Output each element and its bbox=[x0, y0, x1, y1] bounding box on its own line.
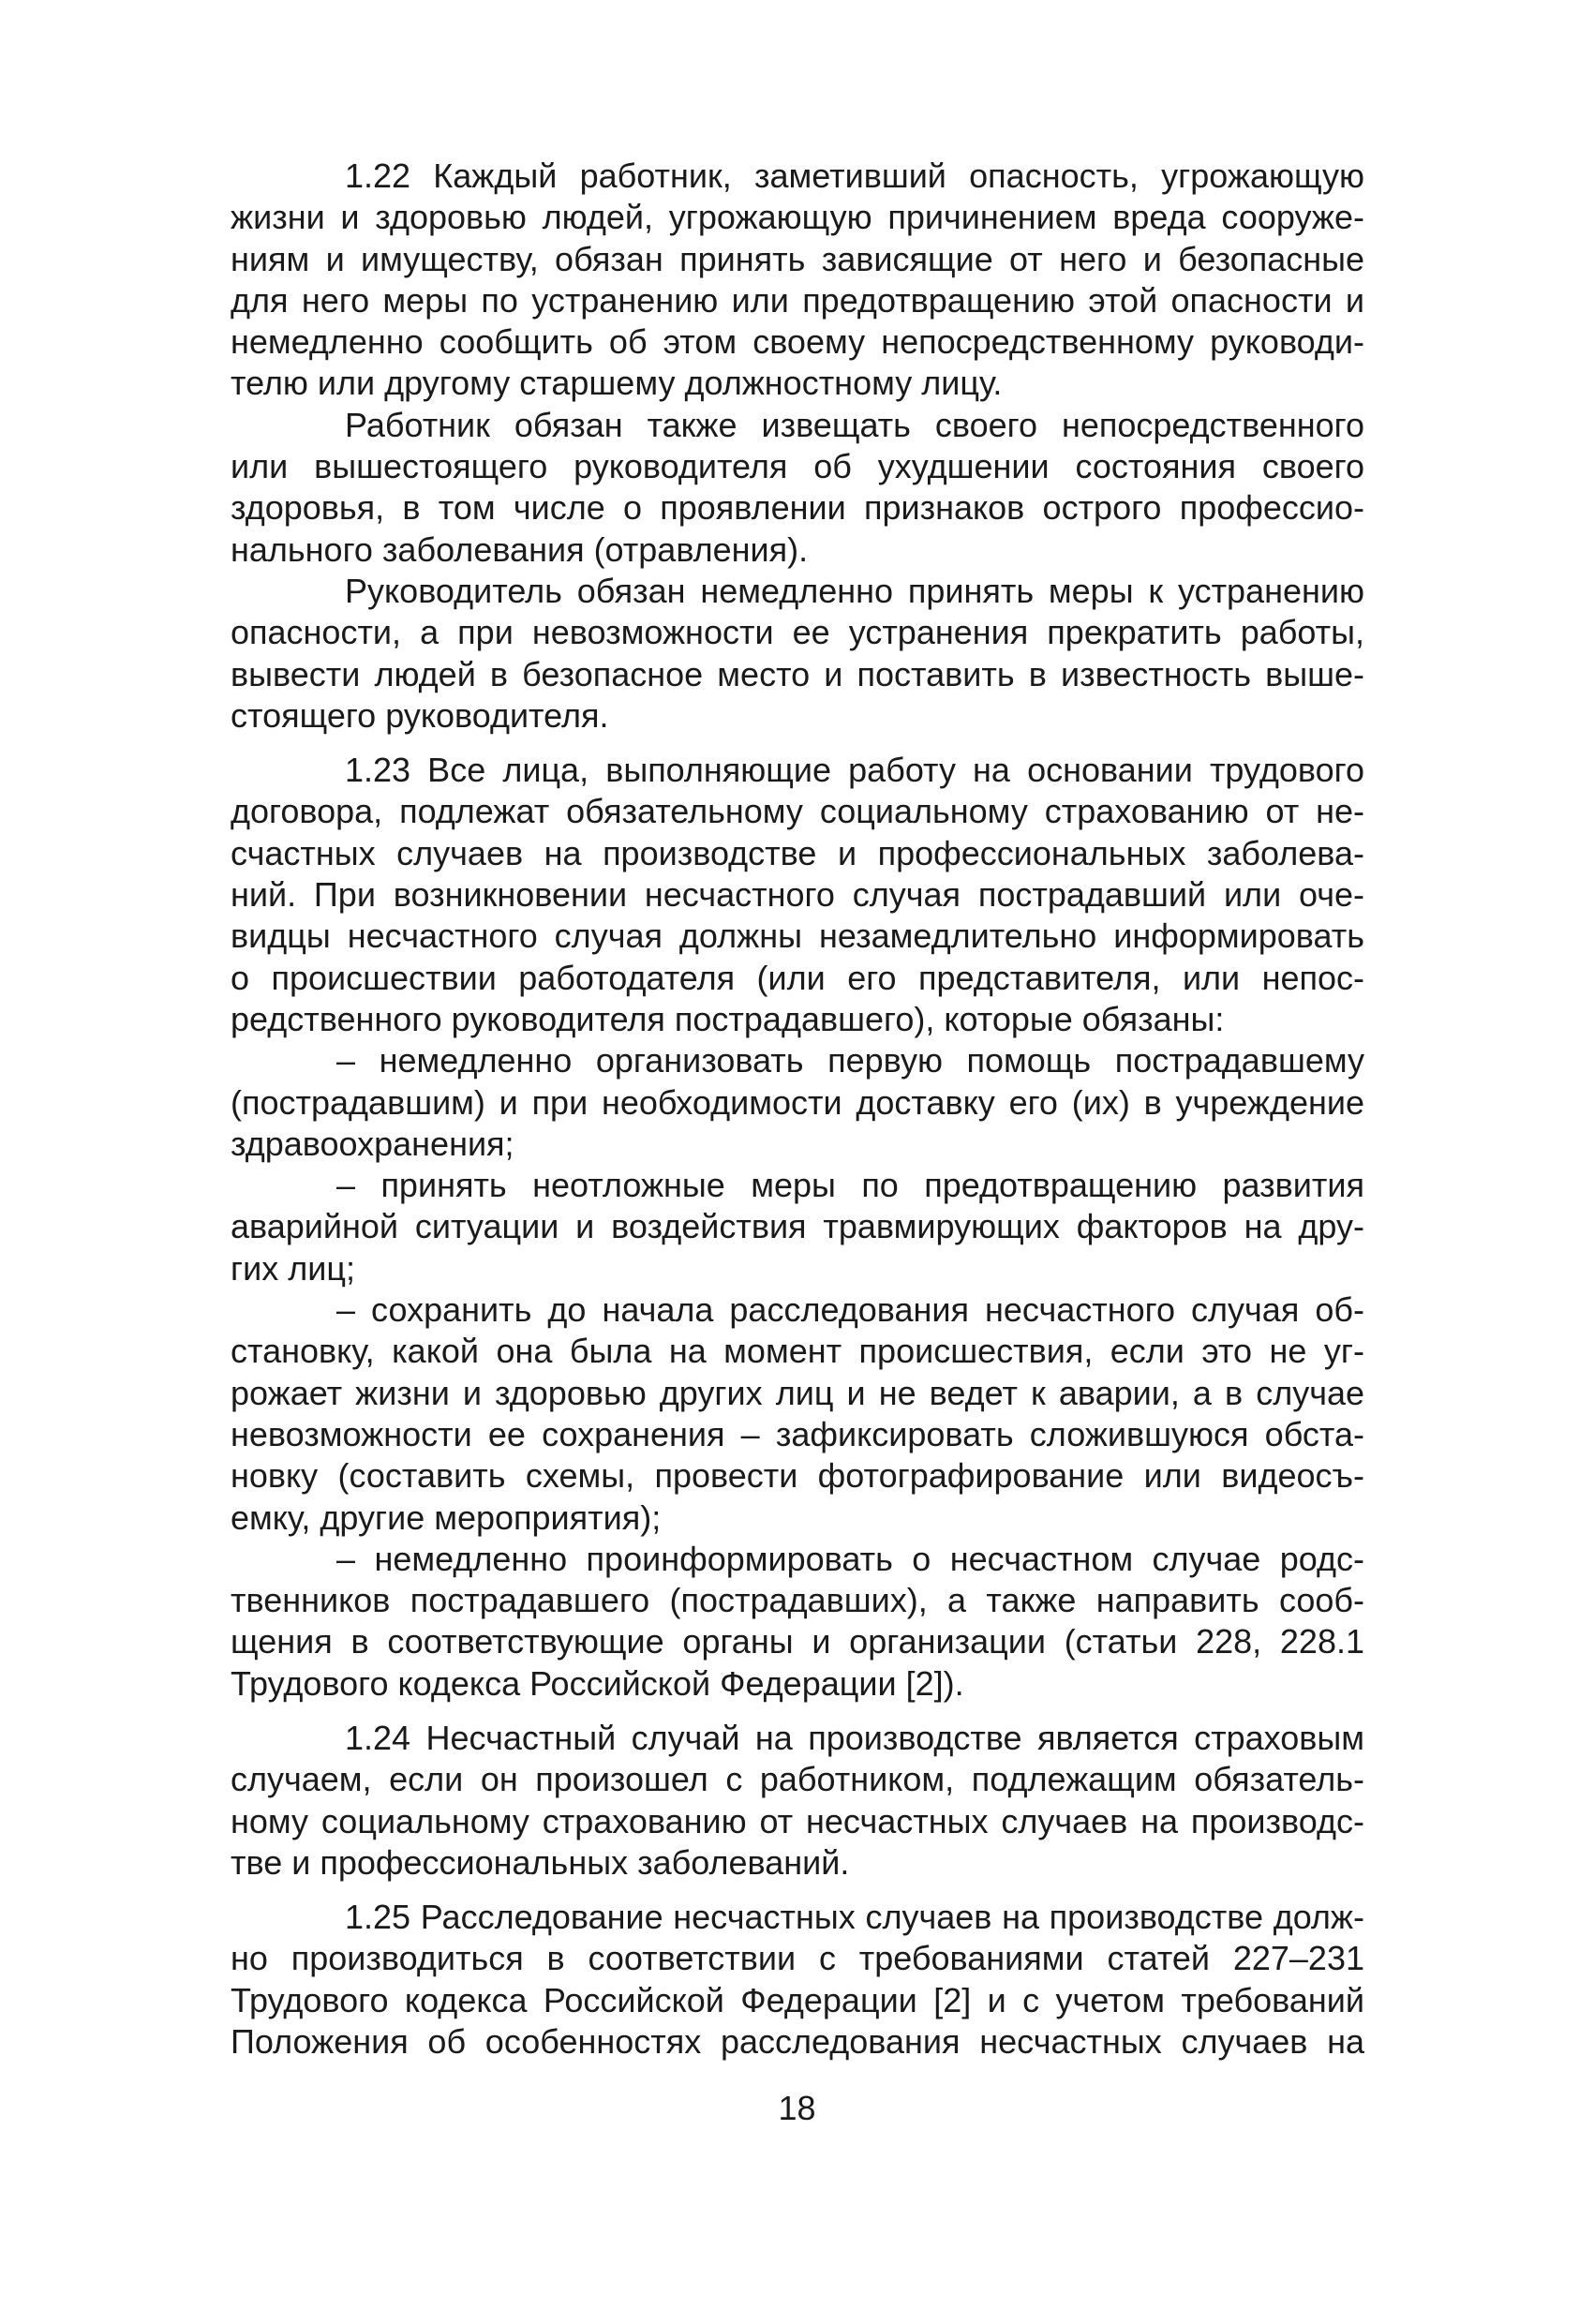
paragraph-p-1-23-item-3 bbox=[231, 1289, 1364, 1539]
paragraph-p-1-23-item-4 bbox=[231, 1539, 1364, 1705]
paragraph-p-1-22-worker bbox=[231, 405, 1364, 571]
text-line: о происшествии работодателя (или его представителя, или непос- bbox=[231, 958, 1364, 997]
text-line: Руководитель обязан немедленно принять меры к устранению bbox=[345, 571, 1364, 610]
paragraph-p-1-23 bbox=[231, 750, 1364, 1040]
text-line: невозможности ее сохранения – зафиксировать сложившуюся обста- bbox=[231, 1414, 1364, 1453]
text-line: щения в соответствующие органы и организации (статьи 228, 228.1 bbox=[231, 1622, 1364, 1661]
text-line: – немедленно организовать первую помощь пострадавшему bbox=[336, 1041, 1364, 1080]
text-line: стоящего руководителя. bbox=[231, 695, 609, 735]
text-line: случаем, если он произошел с работником, подлежащим обязатель- bbox=[231, 1760, 1364, 1799]
text-line: аварийной ситуации и воздействия травмирующих факторов на дру- bbox=[231, 1207, 1364, 1246]
paragraph-p-1-23-item-1 bbox=[231, 1040, 1364, 1165]
text-line: новку (составить схемы, провести фотографирование или видеосъ- bbox=[231, 1456, 1364, 1496]
text-line: рожает жизни и здоровью других лиц и не ведет к аварии, а в случае bbox=[231, 1373, 1364, 1412]
text-line: нального заболевания (отравления). bbox=[231, 529, 809, 569]
text-line: – принять неотложные меры по предотвращению развития bbox=[336, 1166, 1364, 1205]
text-line: – сохранить до начала расследования несчастного случая об- bbox=[336, 1290, 1364, 1330]
text-line: жизни и здоровью людей, угрожающую причинением вреда сооруже- bbox=[231, 198, 1364, 237]
page-body bbox=[231, 156, 1364, 2063]
text-line: видцы несчастного случая должны незамедлительно информировать bbox=[231, 916, 1364, 956]
text-line: Трудового кодекса Российской Федерации [2]). bbox=[231, 1663, 964, 1703]
text-line: здоровья, в том числе о проявлении признаков острого профессио- bbox=[231, 488, 1364, 528]
text-line: ному социальному страхованию от несчастных случаев на производс- bbox=[231, 1801, 1364, 1840]
text-line: гих лиц; bbox=[231, 1248, 355, 1288]
text-line: редственного руководителя пострадавшего), которые обязаны: bbox=[231, 999, 1225, 1038]
text-line: тве и профессиональных заболеваний. bbox=[231, 1842, 850, 1882]
page-number: 18 bbox=[778, 2089, 816, 2127]
text-line: 1.22 Каждый работник, заметивший опасность, угрожающую bbox=[345, 156, 1364, 195]
text-line: здравоохранения; bbox=[231, 1124, 514, 1163]
text-line: телю или другому старшему должностному лицу. bbox=[231, 364, 1003, 403]
text-line: – немедленно проинформировать о несчастном случае родс- bbox=[336, 1539, 1364, 1578]
text-line: ниям и имуществу, обязан принять зависящие от него и безопасные bbox=[231, 239, 1364, 278]
text-line: Работник обязан также извещать своего непосредственного bbox=[345, 405, 1364, 444]
text-line: Положения об особенностях расследования несчастных случаев на bbox=[231, 2022, 1364, 2062]
text-line: вывести людей в безопасное место и поставить в известность выше- bbox=[231, 654, 1364, 693]
text-line: твенников пострадавшего (пострадавших), а также направить сооб- bbox=[231, 1581, 1364, 1620]
paragraph-p-1-22-head bbox=[231, 571, 1364, 737]
text-line: счастных случаев на производстве и профессиональных заболева- bbox=[231, 833, 1364, 872]
paragraph-p-1-24 bbox=[231, 1718, 1364, 1884]
text-line: для него меры по устранению или предотвращению этой опасности и bbox=[231, 280, 1364, 320]
paragraph-p-1-23-item-2 bbox=[231, 1165, 1364, 1289]
text-line: опасности, а при невозможности ее устранения прекратить работы, bbox=[231, 613, 1364, 652]
text-line: немедленно сообщить об этом своему непосредственному руководи- bbox=[231, 322, 1364, 362]
text-line: договора, подлежат обязательному социальному страхованию от не- bbox=[231, 792, 1364, 831]
text-line: 1.23 Все лица, выполняющие работу на основании трудового bbox=[345, 751, 1364, 790]
text-line: или вышестоящего руководителя об ухудшении состояния своего bbox=[231, 447, 1364, 486]
text-line: 1.25 Расследование несчастных случаев на производстве долж- bbox=[345, 1898, 1364, 1937]
text-line: (пострадавшим) и при необходимости доставку его (их) в учреждение bbox=[231, 1082, 1364, 1122]
text-line: становку, какой она была на момент происшествия, если это не уг- bbox=[231, 1332, 1364, 1371]
text-line: ний. При возникновении несчастного случая пострадавший или оче- bbox=[231, 875, 1364, 915]
text-line: 1.24 Несчастный случай на производстве является страховым bbox=[345, 1718, 1364, 1757]
paragraph-p-1-25 bbox=[231, 1897, 1364, 2063]
paragraph-p-1-22 bbox=[231, 156, 1364, 405]
text-line: Трудового кодекса Российской Федерации [2] и с учетом требований bbox=[231, 1980, 1364, 2019]
text-line: но производиться в соответствии с требованиями статей 227–231 bbox=[231, 1939, 1364, 1978]
text-line: емку, другие мероприятия); bbox=[231, 1497, 662, 1537]
